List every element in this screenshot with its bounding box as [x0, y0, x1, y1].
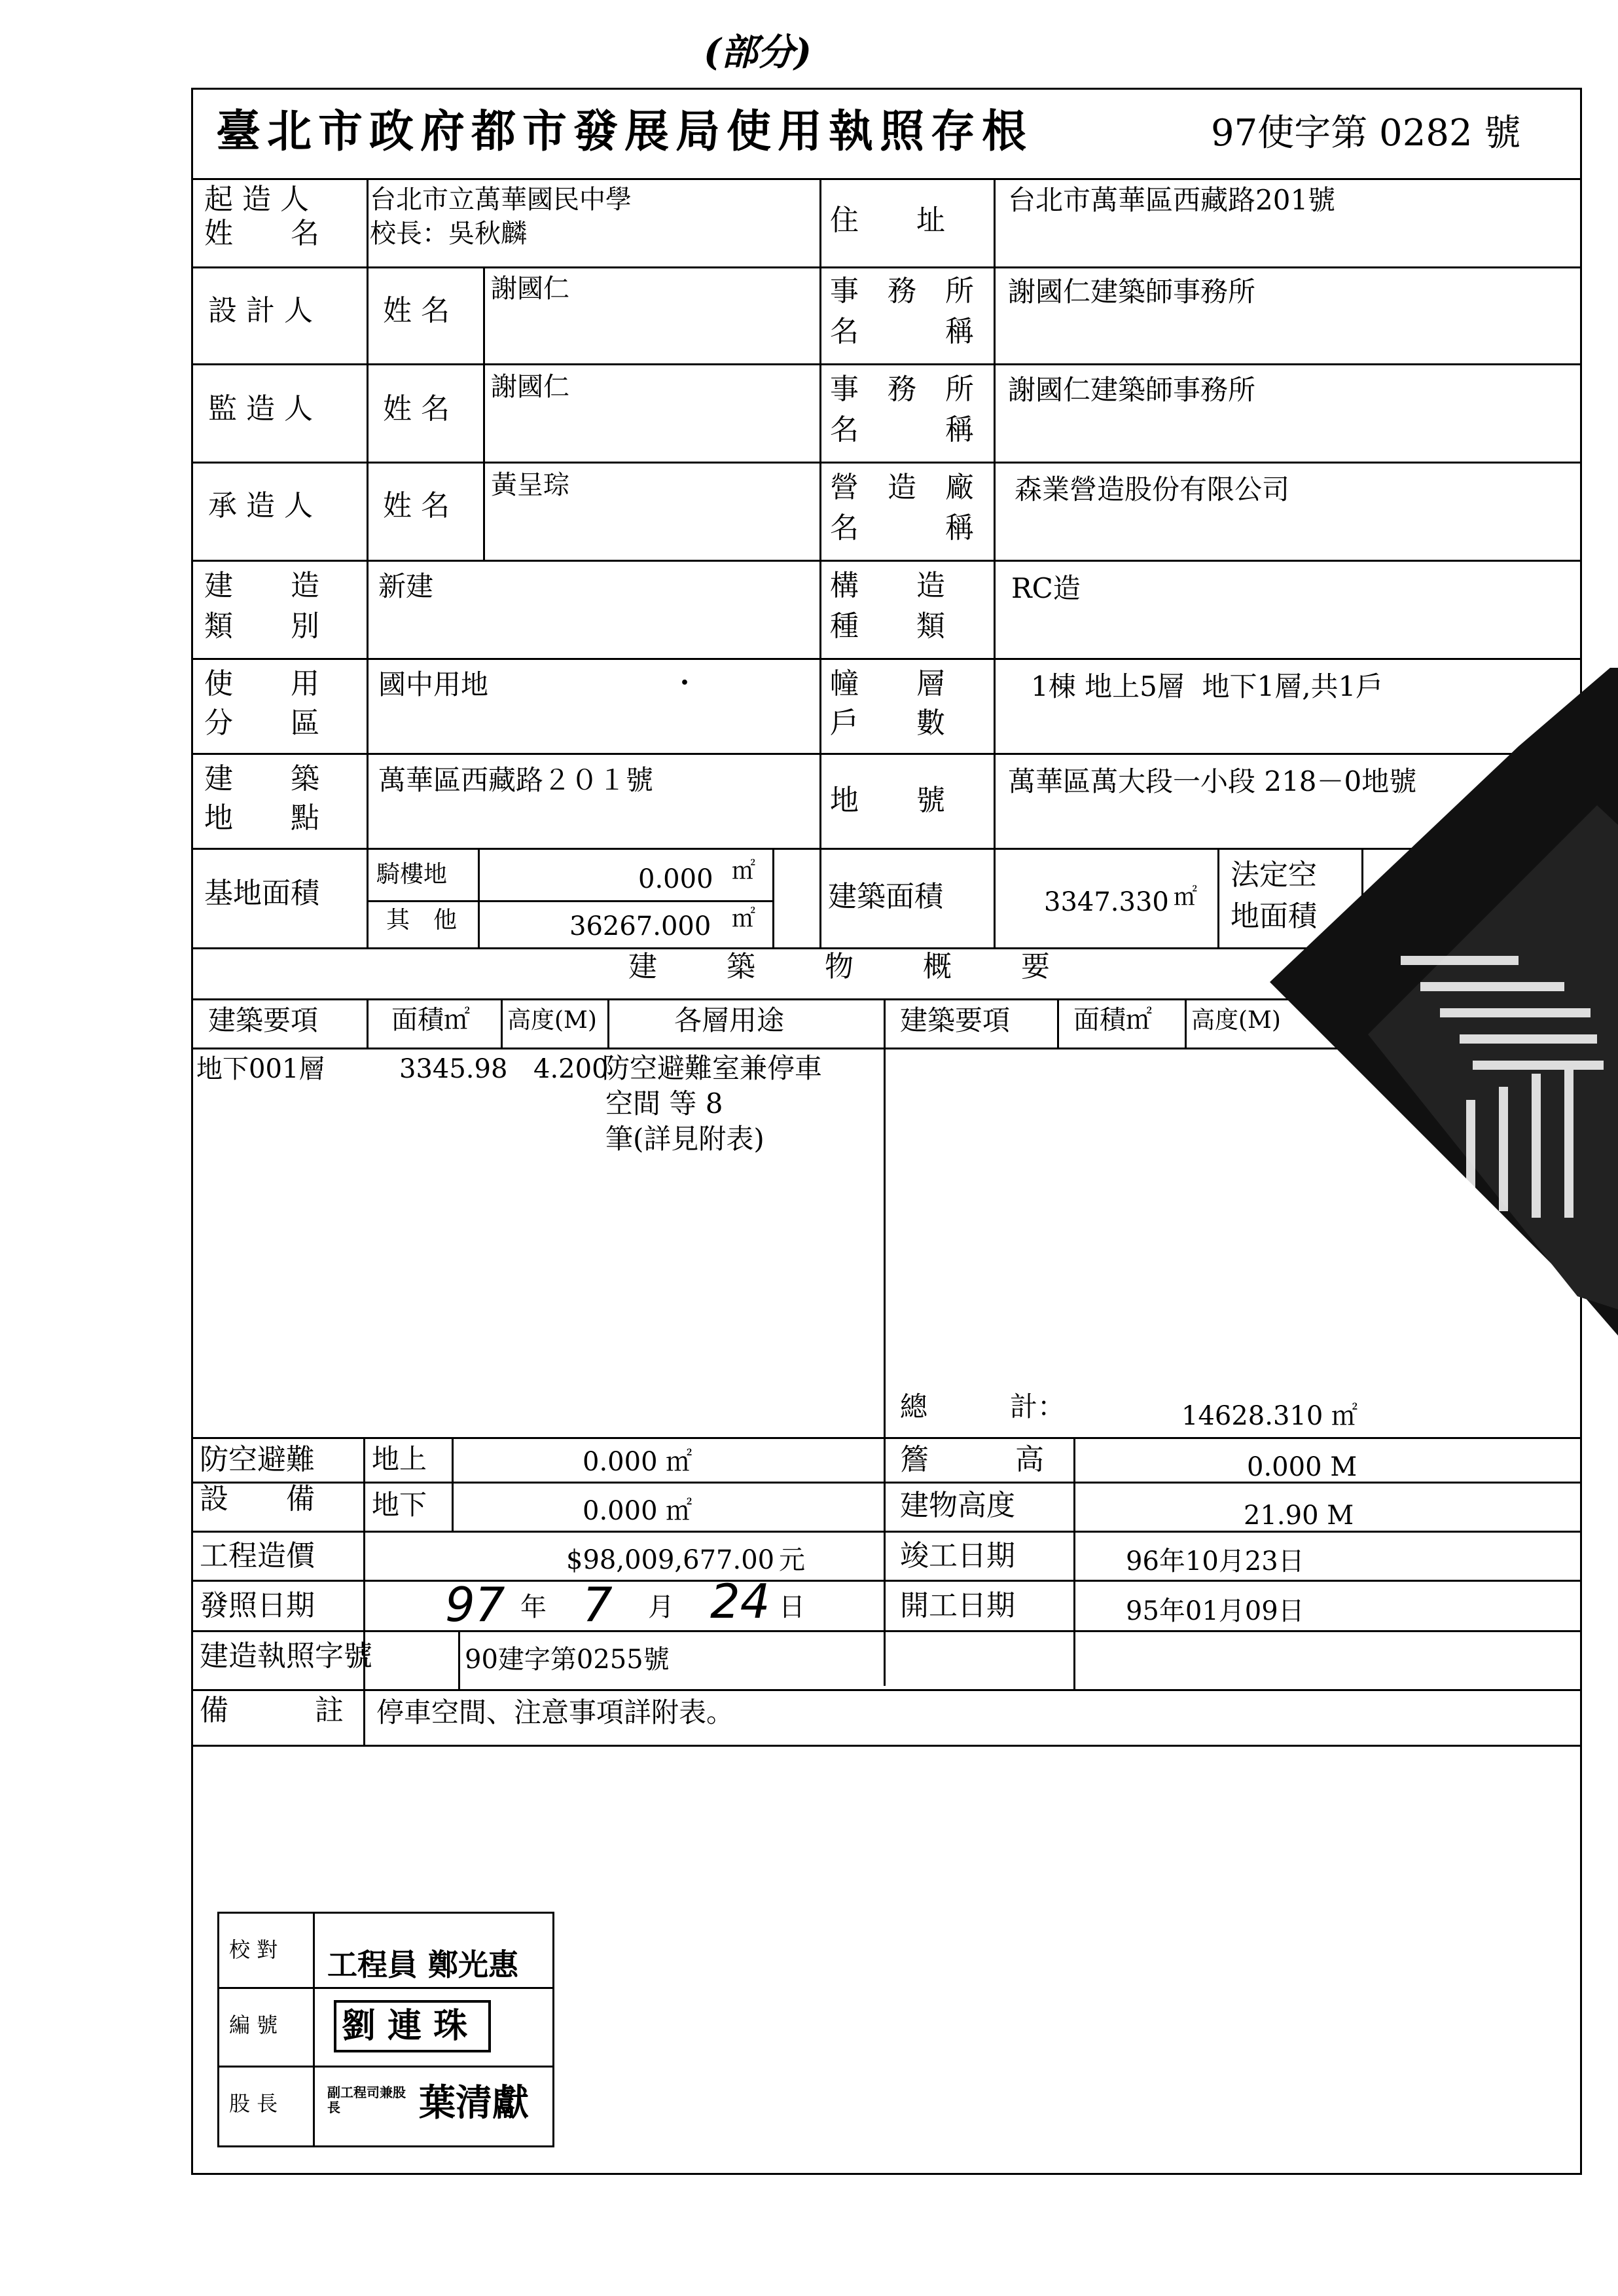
shelter-label2: 設 備: [200, 1482, 315, 1516]
building-height-label: 建物高度: [900, 1489, 1015, 1522]
designer-label: 設 計 人: [208, 294, 313, 327]
zoning-dot: ・: [671, 667, 699, 699]
owner-principal: 校長：吳秋麟: [370, 219, 527, 249]
owner-address-label: 住 址: [830, 204, 945, 237]
building-area-label: 建築面積: [828, 880, 943, 913]
zoning-label1: 使 用: [204, 667, 319, 701]
shelter-above-value: 0.000 ㎡: [583, 1447, 692, 1477]
completion-date: 96年10月23日: [1126, 1546, 1304, 1576]
check-stamp: 工程員 鄭光惠: [327, 1947, 519, 1982]
official-seal: [1270, 668, 1618, 1336]
build-permit-value: 90建字第0255號: [465, 1645, 670, 1675]
cost-label: 工程造價: [200, 1539, 315, 1573]
supervisor-label: 監 造 人: [208, 392, 313, 426]
issue-date-label: 發照日期: [200, 1589, 315, 1622]
floor-use-line1: 防空避難室兼停車: [602, 1052, 823, 1084]
owner-address: 台北市萬華區西藏路201號: [1008, 184, 1336, 216]
issue-day-unit: 日: [779, 1592, 805, 1622]
supervisor-office-label2: 名 稱: [830, 413, 974, 446]
floor-area: 3345.98: [399, 1054, 508, 1084]
cost-value: $98,009,677.00: [566, 1545, 775, 1575]
chief-stamp-title: 副工程司兼股長: [327, 2085, 406, 2115]
col-height-left: 高度(M): [507, 1007, 597, 1034]
units-value: 1棟 地上5層 地下1層,共1戶: [1031, 670, 1384, 702]
supervisor-office: 謝國仁建築師事務所: [1008, 374, 1256, 406]
col-area-right: 面積㎡: [1073, 1005, 1152, 1035]
lot-label: 地 號: [830, 784, 945, 817]
shelter-above-label: 地上: [372, 1443, 427, 1475]
floor-use-line3: 筆(詳見附表): [605, 1123, 764, 1155]
contractor-name-label: 姓 名: [383, 489, 450, 522]
designer-name: 謝國仁: [491, 274, 569, 304]
building-height-value: 21.90 M: [1244, 1501, 1354, 1531]
chief-label: 股 長: [229, 2091, 278, 2116]
col-use-left: 各層用途: [674, 1004, 785, 1036]
shelter-below-value: 0.000 ㎡: [583, 1496, 692, 1526]
contractor-company: 森業營造股份有限公司: [1015, 473, 1290, 505]
col-item-left: 建築要項: [208, 1004, 319, 1036]
shelter-label1: 防空避難: [200, 1443, 315, 1476]
contractor-label: 承 造 人: [208, 489, 313, 522]
total-label: 總 計：: [900, 1391, 1066, 1423]
col-height-right: 高度(M): [1191, 1007, 1281, 1034]
open-space-label1: 法定空: [1231, 858, 1317, 892]
owner-name: 台北市立萬華國民中學: [370, 185, 632, 215]
supervisor-name-label: 姓 名: [383, 392, 450, 426]
issue-day-handwritten: 24: [710, 1574, 770, 1629]
floor-item: 地下001層: [196, 1054, 325, 1084]
structure-label1: 構 造: [830, 569, 945, 602]
lot-value: 萬華區萬大段一小段 218－0地號: [1008, 765, 1417, 797]
designer-office: 謝國仁建築師事務所: [1008, 276, 1256, 308]
number-label: 編 號: [229, 2013, 278, 2037]
start-date: 95年01月09日: [1126, 1596, 1304, 1626]
units-label1: 幢 層: [830, 667, 945, 701]
designer-office-label2: 名 稱: [830, 315, 974, 348]
issue-year-unit: 年: [520, 1592, 547, 1622]
open-space-label2: 地面積: [1231, 900, 1317, 933]
owner-name-label: 姓 名: [204, 217, 319, 250]
construction-type-label2: 類 別: [204, 610, 319, 643]
eaves-value: 0.000 M: [1247, 1452, 1357, 1482]
other-value: 36267.000: [569, 911, 711, 941]
page-title: 臺北市政府都市發展局使用執照存根: [216, 105, 1034, 158]
location-label1: 建 築: [204, 762, 319, 795]
other-unit: ㎡: [732, 905, 756, 932]
supervisor-office-label1: 事 務 所: [830, 373, 974, 406]
handwritten-partial-note: (部分): [704, 31, 812, 74]
cost-unit: 元: [779, 1545, 805, 1575]
owner-label: 起 造 人: [204, 183, 309, 216]
structure-type: RC造: [1011, 572, 1081, 604]
construction-type: 新建: [378, 570, 434, 602]
designer-office-label1: 事 務 所: [830, 274, 974, 308]
shelter-below-label: 地下: [372, 1489, 427, 1521]
col-item-right: 建築要項: [900, 1004, 1011, 1036]
contractor-name: 黃呈琮: [491, 470, 569, 500]
arcade-label: 騎樓地: [376, 861, 448, 888]
arcade-unit: ㎡: [732, 858, 756, 884]
remarks-value: 停車空間、注意事項詳附表。: [376, 1696, 734, 1728]
col-area-left: 面積㎡: [391, 1005, 470, 1035]
number-stamp: 劉 連 珠: [342, 2006, 468, 2046]
structure-label2: 種 類: [830, 610, 945, 643]
total-value: 14628.310 ㎡: [1181, 1401, 1358, 1431]
supervisor-name: 謝國仁: [491, 372, 569, 402]
location-label2: 地 點: [204, 801, 319, 835]
issue-month-handwritten: 7: [583, 1577, 613, 1632]
remarks-label: 備 註: [200, 1694, 344, 1727]
building-area-unit: ㎡: [1174, 884, 1198, 911]
arcade-value: 0.000: [638, 864, 713, 894]
permit-number: 97使字第 0282 號: [1211, 112, 1521, 155]
completion-label: 竣工日期: [900, 1539, 1015, 1573]
chief-stamp: 葉清獻: [419, 2081, 529, 2124]
contractor-company-label1: 營 造 廠: [830, 471, 974, 504]
other-label: 其 他: [386, 907, 458, 934]
building-summary-header: 建 築 物 概 要: [628, 950, 1054, 983]
eaves-label: 簷 高: [900, 1443, 1044, 1476]
issue-year-handwritten: 97: [445, 1577, 505, 1632]
check-label: 校 對: [229, 1937, 278, 1962]
contractor-company-label2: 名 稱: [830, 511, 974, 545]
location-value: 萬華區西藏路２０１號: [378, 764, 654, 796]
zoning-label2: 分 區: [204, 706, 319, 740]
floor-height: 4.200: [533, 1054, 609, 1084]
floor-use-line2: 空間 等 8: [605, 1087, 723, 1120]
designer-name-label: 姓 名: [383, 294, 450, 327]
building-area-value: 3347.330: [1044, 887, 1169, 917]
build-permit-label: 建造執照字號: [200, 1639, 372, 1673]
zoning-value: 國中用地: [378, 668, 489, 701]
construction-type-label1: 建 造: [204, 569, 319, 602]
site-area-label: 基地面積: [204, 877, 319, 910]
units-label2: 戶 數: [830, 706, 945, 740]
issue-month-unit: 月: [648, 1592, 674, 1622]
start-date-label: 開工日期: [900, 1589, 1015, 1622]
